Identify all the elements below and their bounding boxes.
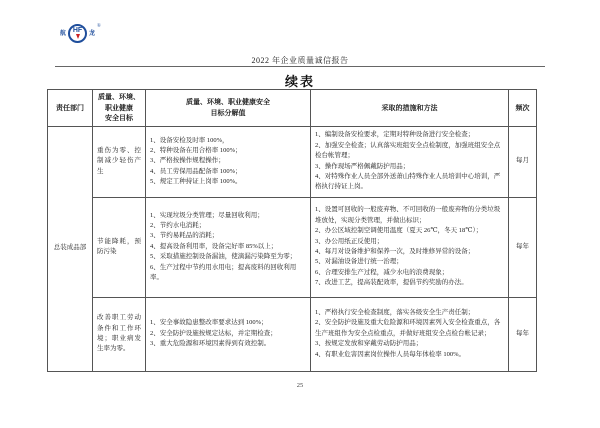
col-header-breakdown: 质量、环境、职业健康安全 目标分解值 — [146, 90, 311, 127]
breakdown-item: 2、安全防护设施按规定达标，并定期检查； — [150, 329, 277, 337]
continued-table-title: 续表 — [284, 74, 315, 89]
measure-item: 3、办公用纸正反使用； — [315, 237, 384, 245]
table-row — [48, 197, 537, 297]
goals-table — [47, 89, 537, 372]
breakdown-item: 5、采取措施控制设备漏油，使滴漏污染降至为零； — [150, 253, 297, 261]
cell-measures-3 — [311, 297, 509, 371]
measure-item: 2、加强安全检查；认真落实班组安全点检制度，加强班组安全点检台帐管理； — [315, 141, 501, 160]
cell-frequency-1: 每月 — [509, 126, 537, 197]
measure-item: 1、编制设备安检要求，定期对特种设备进行安全检查； — [315, 131, 475, 139]
breakdown-item: 1、实现垃圾分类管理；尽量回收利用； — [150, 211, 264, 219]
page-number: 25 — [296, 382, 304, 389]
logo-left-character: 航 — [60, 30, 67, 37]
hf-emblem-icon — [68, 24, 87, 43]
breakdown-item: 1、安全事故隐患整改率要求达到 100%； — [150, 319, 268, 327]
cell-breakdown-3 — [146, 297, 311, 371]
measure-item: 1、严格执行安全检查制度，落实各级安全生产责任制； — [315, 309, 475, 317]
measure-item: 4、每月对设备维护和保养一次，及时维修异常的设备； — [315, 248, 475, 255]
breakdown-item: 6、生产过程中节约用水用电；提高废料的回收利用率。 — [150, 263, 297, 281]
measure-item: 4、有职业危害因素岗位操作人员每年体检率 100%。 — [315, 350, 466, 358]
logo-right-character: 龙 — [89, 30, 96, 37]
registered-trademark-icon: ® — [97, 24, 101, 29]
header-divider — [55, 66, 545, 67]
measure-item: 2、安全防护设施及重大危险源和环境因素列入安全检查重点，各生产班组作为安全点检重点，并做好班组安全点检台帐记录； — [315, 319, 501, 337]
measure-item: 5、对漏油设备进行统一治理； — [315, 258, 403, 266]
cell-goal-1: 重伤为零、控制减少轻伤产生 — [93, 126, 146, 197]
col-header-goal: 质量、环境、 职业健康 安全目标 — [93, 90, 146, 127]
measure-item: 6、合理安排生产过程，减少水电的浪费现象； — [315, 268, 449, 276]
cell-frequency-3: 每年 — [509, 297, 537, 371]
cell-breakdown-1 — [146, 126, 311, 197]
company-logo — [60, 24, 101, 43]
measure-item: 3、操作现场严格佩戴防护用品； — [315, 162, 410, 170]
breakdown-item: 4、员工劳保用品配备率 100%； — [150, 167, 242, 175]
cell-goal-2: 节能降耗，预防污染 — [93, 197, 146, 297]
table-row — [48, 126, 537, 197]
measure-item: 2、办公区域控制空调使用温度（夏天 26℃，冬天 18℃）； — [315, 227, 483, 235]
breakdown-item: 1、设备安检及时率 100%， — [150, 136, 229, 144]
breakdown-item: 2、特种设备在用合格率 100%； — [150, 146, 242, 154]
measure-item: 3、按规定发放和穿戴劳动防护用品； — [315, 340, 423, 348]
report-header-title: 2022 年企业质量诚信报告 — [251, 56, 349, 65]
cell-frequency-2: 每年 — [509, 197, 537, 297]
measure-item: 4、对特殊作业人员全部外送萧山特殊作业人员培训中心培训，严格执行持证上岗。 — [315, 172, 501, 191]
measure-item: 7、改进工艺，提高装配效率，提倡节约奖励的办法。 — [315, 279, 468, 287]
col-header-department: 责任部门 — [48, 90, 93, 127]
cell-goal-3: 改善职工劳动条件和工作环境；职业病发生率为零。 — [93, 297, 146, 371]
hf-emblem-text: HF — [72, 27, 83, 34]
cell-breakdown-2 — [146, 197, 311, 297]
table-header-row — [48, 90, 537, 127]
cell-measures-1 — [311, 126, 509, 197]
breakdown-item: 3、重大危险源和环境因素得到有效控制。 — [150, 340, 271, 348]
breakdown-item: 3、节约易耗品的消耗； — [150, 232, 219, 240]
cell-measures-2 — [311, 197, 509, 297]
breakdown-item: 2、节约水电消耗； — [150, 222, 206, 230]
measure-item: 1、设置可回收的一般废弃物、不可回收的一般废弃物的分类垃圾堆放处，实现分类管理，并做出标识； — [315, 206, 501, 224]
table-row — [48, 297, 537, 371]
cell-department: 总装成品部 — [48, 126, 93, 371]
emblem-red-mark-icon — [76, 34, 80, 39]
breakdown-item: 5、规定工种持证上岗率 100%。 — [150, 178, 242, 186]
col-header-measures: 采取的措施和方法 — [311, 90, 509, 127]
breakdown-item: 3、严格按操作规程操作； — [150, 157, 225, 165]
col-header-frequency: 频次 — [509, 90, 537, 127]
breakdown-item: 4、提高设备利用率，设备完好率 85%以上； — [150, 242, 278, 250]
